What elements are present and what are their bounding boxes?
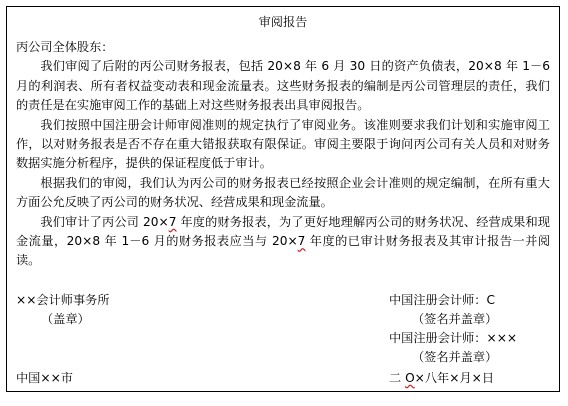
salutation: 丙公司全体股东： (16, 40, 114, 54)
year-digit-marked-1: 7 (168, 214, 177, 229)
report-date (389, 369, 494, 388)
firm-seal: （盖章） (41, 312, 90, 326)
paragraph-scope: 我们审阅了后附的丙公司财务报表，包括 20×8 年 6 月 30 日的资产负债表，20×8 年 1－6 月的利润表、所有者权益变动表和现金流量表。这些财务报表的编制是丙公司管理层的责任，我们的责任是在实施审阅工作的基础上对这些财务报表出具审阅报告。 (16, 59, 550, 113)
paragraph-conclusion: 根据我们的审阅，我们认为丙公司的财务报表已经按照企业会计准则的规定编制，在所有重大方面公允反映了丙公司的财务状况、经营成果和现金流量。 (16, 175, 550, 210)
date-text-2: ×八年×月×日 (414, 371, 495, 385)
cpa1-seal: （签名并盖章） (412, 312, 498, 326)
other-matter-text-3: 年度的已审计财务报表及其审计报告一并阅读。 (16, 234, 551, 268)
review-report-page (6, 6, 560, 392)
city: 中国××市 (16, 371, 73, 385)
paragraph-work-performed: 我们按照中国注册会计师审阅准则的规定执行了审阅业务。该准则要求我们计划和实施审阅工作，以对财务报表是否不存在重大错报获取有限保证。审阅主要限于询问丙公司有关人员和对财务数据实施分析程序，提供的保证程度低于审计。 (16, 117, 550, 171)
date-letter-marked: O (405, 371, 415, 385)
other-matter-text-1: 我们审计了丙公司 20× (40, 214, 169, 229)
other-matter-text-2: 年度的财务报表，为了更好地理解丙公司的财务状况、经营成果和现金流量，20×8 年 1－6 月的财务报表应当与 20× (16, 214, 550, 249)
paragraph-other-matter (16, 213, 550, 271)
report-body (16, 38, 550, 271)
date-text-1: 二 (389, 371, 406, 385)
report-title: 审阅报告 (258, 15, 308, 29)
cpa2-name: 中国注册会计师：××× (389, 331, 518, 345)
year-digit-marked-2: 7 (297, 234, 306, 249)
cpa1-name: 中国注册会计师：C (389, 293, 496, 307)
cpa2-seal: （签名并盖章） (412, 350, 498, 364)
firm-name: ××会计师事务所 (16, 293, 110, 307)
